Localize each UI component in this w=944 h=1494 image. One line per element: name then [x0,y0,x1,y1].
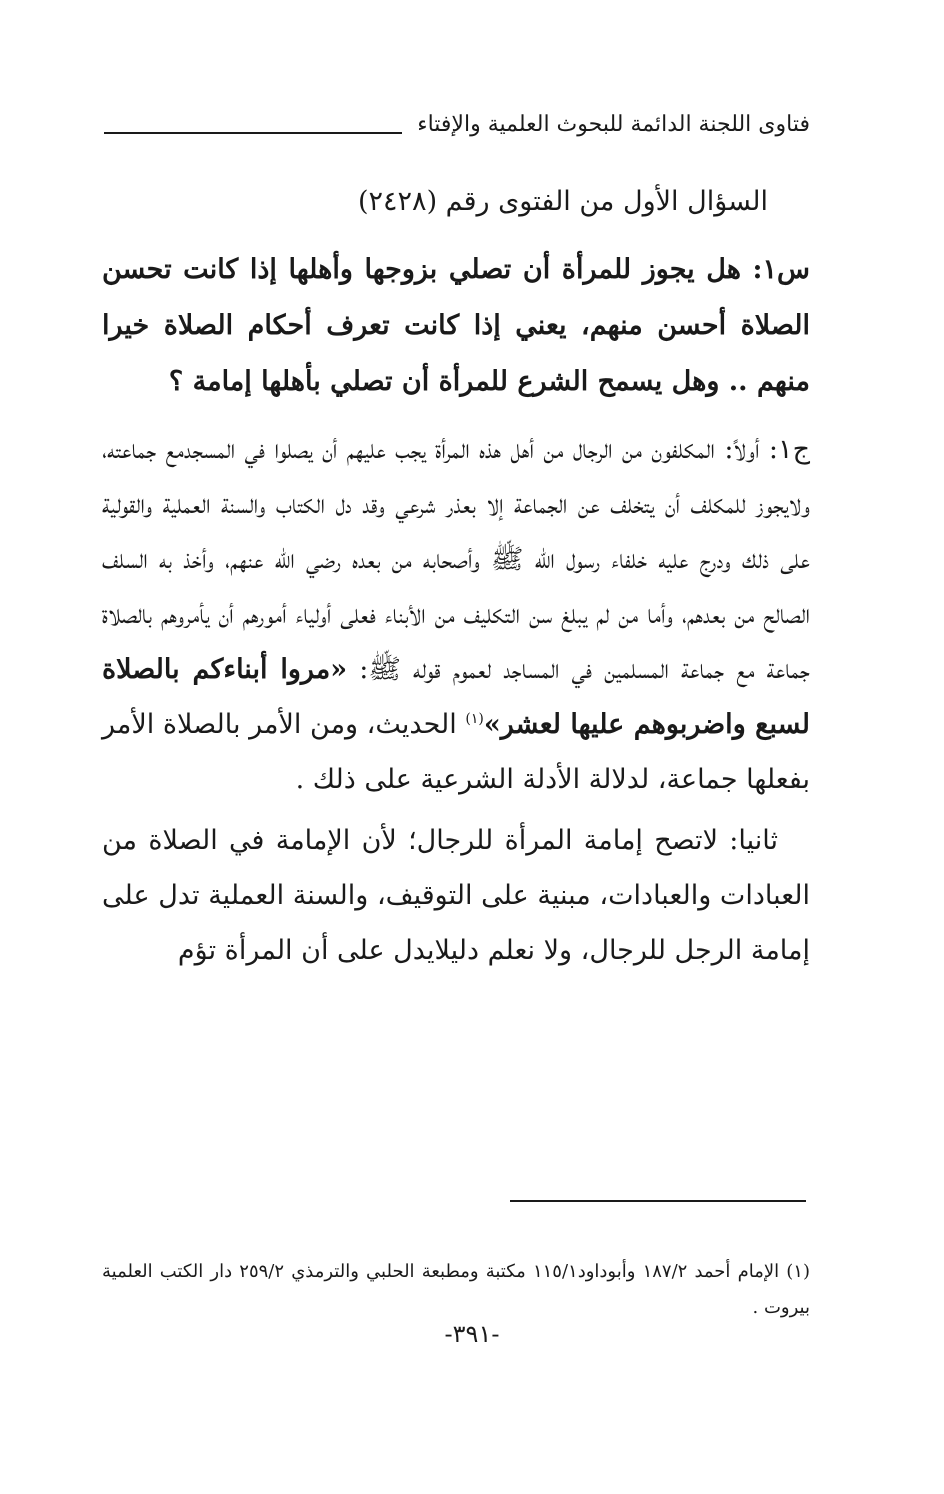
second-point-paragraph: ثانيا: لاتصح إمامة المرأة للرجال؛ لأن الإمامة في الصلاة من العبادات والعبادات، مبنية على التوقيف، والسنة العملية تدل على إمامة الرجل للرجال، ولا نعلم دليلايدل على أن المرأة تؤم [102,825,810,966]
answer-text-1: ج١: أولاً: المكلفون من الرجال من أهل هذه المرأة يجب عليهم أن يصلوا في المسجدمع جماعته، ولايجوز للمكلف أن يتخلف عن الجماعة إلا بعذر شرعي وقد دل الكتاب والسنة العملية والقولية على ذلك ودرج عليه خلفاء رسول الله ﷺ وأصحابه من بعده رضي الله عنهم، وأخذ به السلف الصالح من بعدهم، وأما من لم يبلغ سن التكليف من الأبناء فعلى أولياء أمورهم أن يأمروهم بالصلاة جماعة مع جماعة المسلمين في المساجد لعموم قوله ﷺ: [102,434,810,685]
running-header [104,108,810,144]
header-rule [104,132,402,134]
hadith-quote: «مروا أبناءكم بالصلاة لسبع واضربوهم عليها لعشر» [102,654,810,740]
header-title: فتاوى اللجنة الدائمة للبحوث العلمية والإفتاء [417,112,810,137]
question-paragraph: س١: هل يجوز للمرأة أن تصلي بزوجها وأهلها إذا كانت تحسن الصلاة أحسن منهم، يعني إذا كانت تعرف أحكام الصلاة خيرا منهم .. وهل يسمح الشرع للمرأة أن تصلي بأهلها إمامة ؟ [102,254,810,397]
fatwa-reference: السؤال الأول من الفتوى رقم (٢٤٢٨) [358,186,768,217]
footnote: (١) الإمام أحمد ١٨٧/٢ وأبوداود١١٥/١ مكتبة ومطبعة الحلبي والترمذي ٢٥٩/٢ دار الكتب العلمية بيروت . [102,1261,810,1318]
footnote-marker: (١) [465,711,484,727]
footnote-separator [510,1200,806,1202]
answer-text-2: الحديث، ومن الأمر بالصلاة الأمر بفعلها جماعة، لدلالة الأدلة الشرعية على ذلك . [102,709,810,795]
answer-paragraph [102,422,810,807]
page-number: -٣٩١- [444,1320,500,1348]
main-content [102,174,810,978]
